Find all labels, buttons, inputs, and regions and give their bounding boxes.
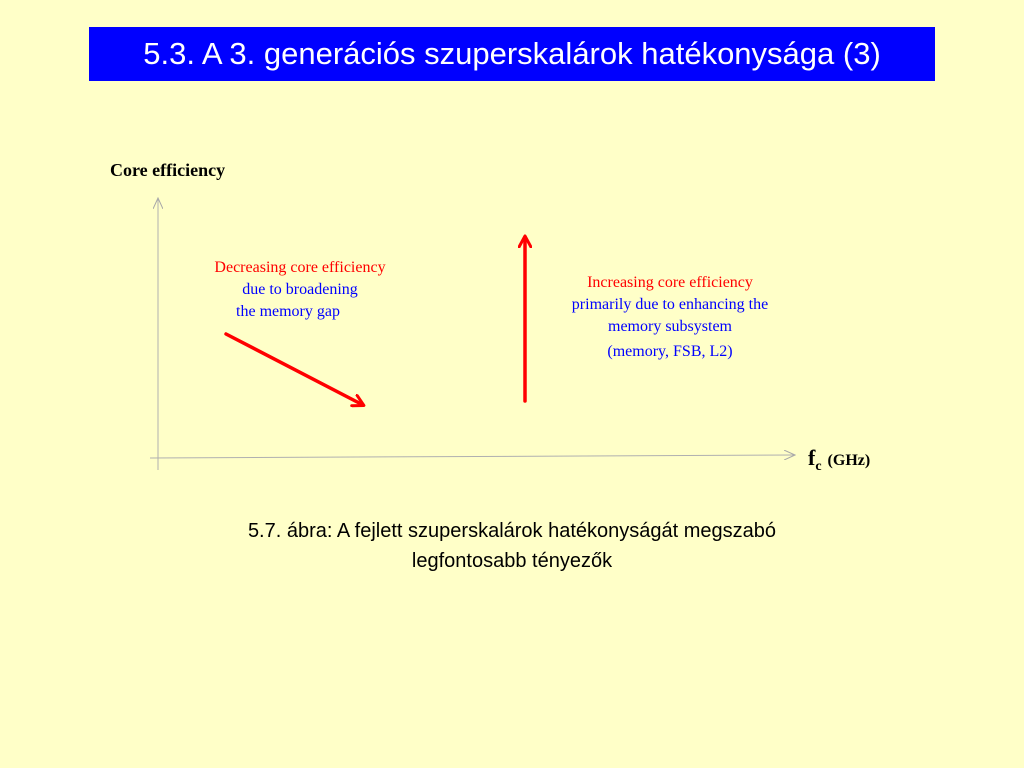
decreasing-efficiency-arrow — [226, 334, 363, 405]
caption-line-2: legfontosabb tényezők — [411, 550, 613, 572]
x-axis-symbol: f — [808, 445, 816, 470]
right-note-line-4: (memory, FSB, L2) — [607, 343, 733, 360]
right-note-line-1: Increasing core efficiency — [587, 274, 753, 291]
x-axis-subscript: c — [815, 459, 822, 474]
left-note-line-2: due to broadening — [242, 281, 358, 298]
y-axis-label: Core efficiency — [110, 160, 226, 180]
decreasing-efficiency-note — [170, 257, 430, 323]
right-note-line-3: memory subsystem — [608, 318, 732, 335]
x-axis-label — [808, 445, 871, 474]
increasing-efficiency-note — [535, 272, 805, 363]
slide-title: 5.3. A 3. generációs szuperskalárok hatékonysága (3) — [89, 27, 935, 81]
figure-caption — [112, 516, 912, 576]
caption-line-1: 5.7. ábra: A fejlett szuperskalárok hatékonyságát megszabó — [247, 520, 777, 542]
x-axis — [150, 455, 795, 458]
x-axis-unit: (GHz) — [827, 452, 871, 469]
left-note-line-3: the memory gap — [236, 303, 340, 320]
left-note-line-1: Decreasing core efficiency — [214, 259, 386, 276]
right-note-line-2: primarily due to enhancing the — [571, 296, 769, 313]
